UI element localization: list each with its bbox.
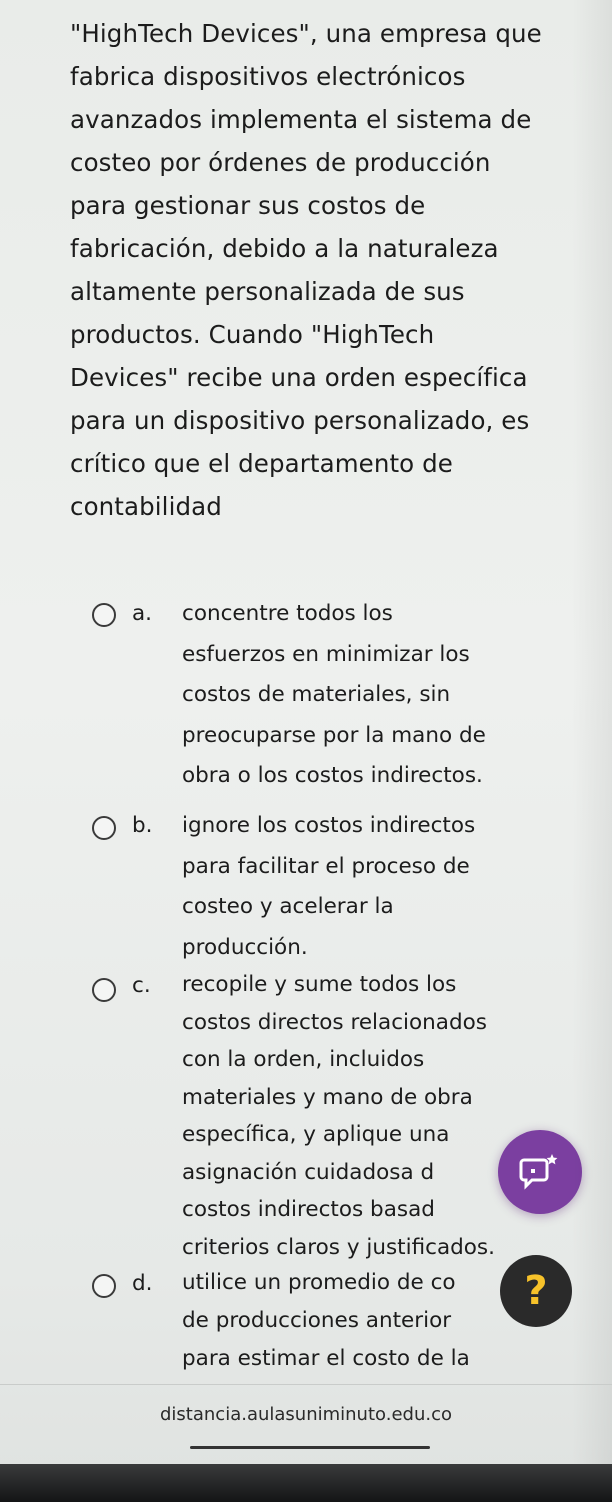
option-b-letter: b. (132, 813, 153, 838)
question-line: costeo por órdenes de producción (70, 148, 491, 177)
option-c-radio[interactable] (92, 978, 116, 1002)
option-line: recopile y sume todos los (182, 972, 457, 997)
option-line: materiales y mano de obra (182, 1084, 473, 1110)
option-line: para facilitar el proceso de (182, 853, 470, 879)
chat-icon (518, 1152, 562, 1192)
option-b-radio[interactable] (92, 816, 116, 840)
option-line: de producciones anterior (182, 1308, 452, 1333)
footer-divider (0, 1384, 612, 1385)
option-line: asignación cuidadosa d (182, 1159, 435, 1185)
home-indicator (190, 1446, 430, 1449)
option-line: ignore los costos indirectos (182, 813, 476, 838)
option-line: costeo y acelerar la (182, 894, 394, 919)
question-line: fabrica dispositivos electrónicos (70, 62, 466, 91)
chat-button[interactable] (498, 1130, 582, 1214)
option-line: costos de materiales, sin (182, 682, 451, 707)
option-c-text (182, 966, 582, 1266)
option-line: esfuerzos en minimizar los (182, 641, 470, 667)
option-d-letter: d. (132, 1271, 153, 1296)
option-line: con la orden, incluidos (182, 1047, 425, 1072)
option-line: criterios claros y justificados. (182, 1234, 495, 1260)
option-line: costos directos relacionados (182, 1009, 487, 1035)
option-c-letter: c. (132, 973, 151, 998)
option-line: costos indirectos basad (182, 1197, 435, 1222)
device-bezel (0, 1464, 612, 1502)
help-icon: ? (524, 1268, 548, 1314)
question-line: para gestionar sus costos de (70, 191, 426, 220)
option-line: preocuparse por la mano de (182, 722, 486, 748)
question-line: Devices" recibe una orden específica (70, 363, 528, 392)
option-a-radio[interactable] (92, 603, 116, 627)
question-line: avanzados implementa el sistema de (70, 105, 532, 134)
option-line: para estimar el costo de la (182, 1346, 470, 1371)
question-line: "HighTech Devices", una empresa que (70, 19, 542, 48)
question-line: crítico que el departamento de (70, 449, 453, 478)
question-line: altamente personalizada de sus (70, 277, 465, 306)
question-line: para un dispositivo personalizado, es (70, 406, 530, 435)
option-d-radio[interactable] (92, 1274, 116, 1298)
url-bar-text[interactable]: distancia.aulasuniminuto.edu.co (160, 1404, 452, 1425)
question-line: fabricación, debido a la naturaleza (70, 234, 499, 263)
option-b-text (182, 806, 582, 968)
option-a-letter: a. (132, 601, 153, 626)
option-a-text (182, 594, 582, 797)
question-text (70, 12, 590, 528)
help-button[interactable] (500, 1255, 572, 1327)
option-line: concentre todos los (182, 601, 393, 626)
question-line: contabilidad (70, 492, 222, 521)
option-line: utilice un promedio de co (182, 1270, 456, 1295)
option-line: específica, y aplique una (182, 1122, 450, 1147)
option-line: obra o los costos indirectos. (182, 763, 483, 788)
option-line: producción. (182, 934, 308, 960)
question-line: productos. Cuando "HighTech (70, 320, 435, 349)
